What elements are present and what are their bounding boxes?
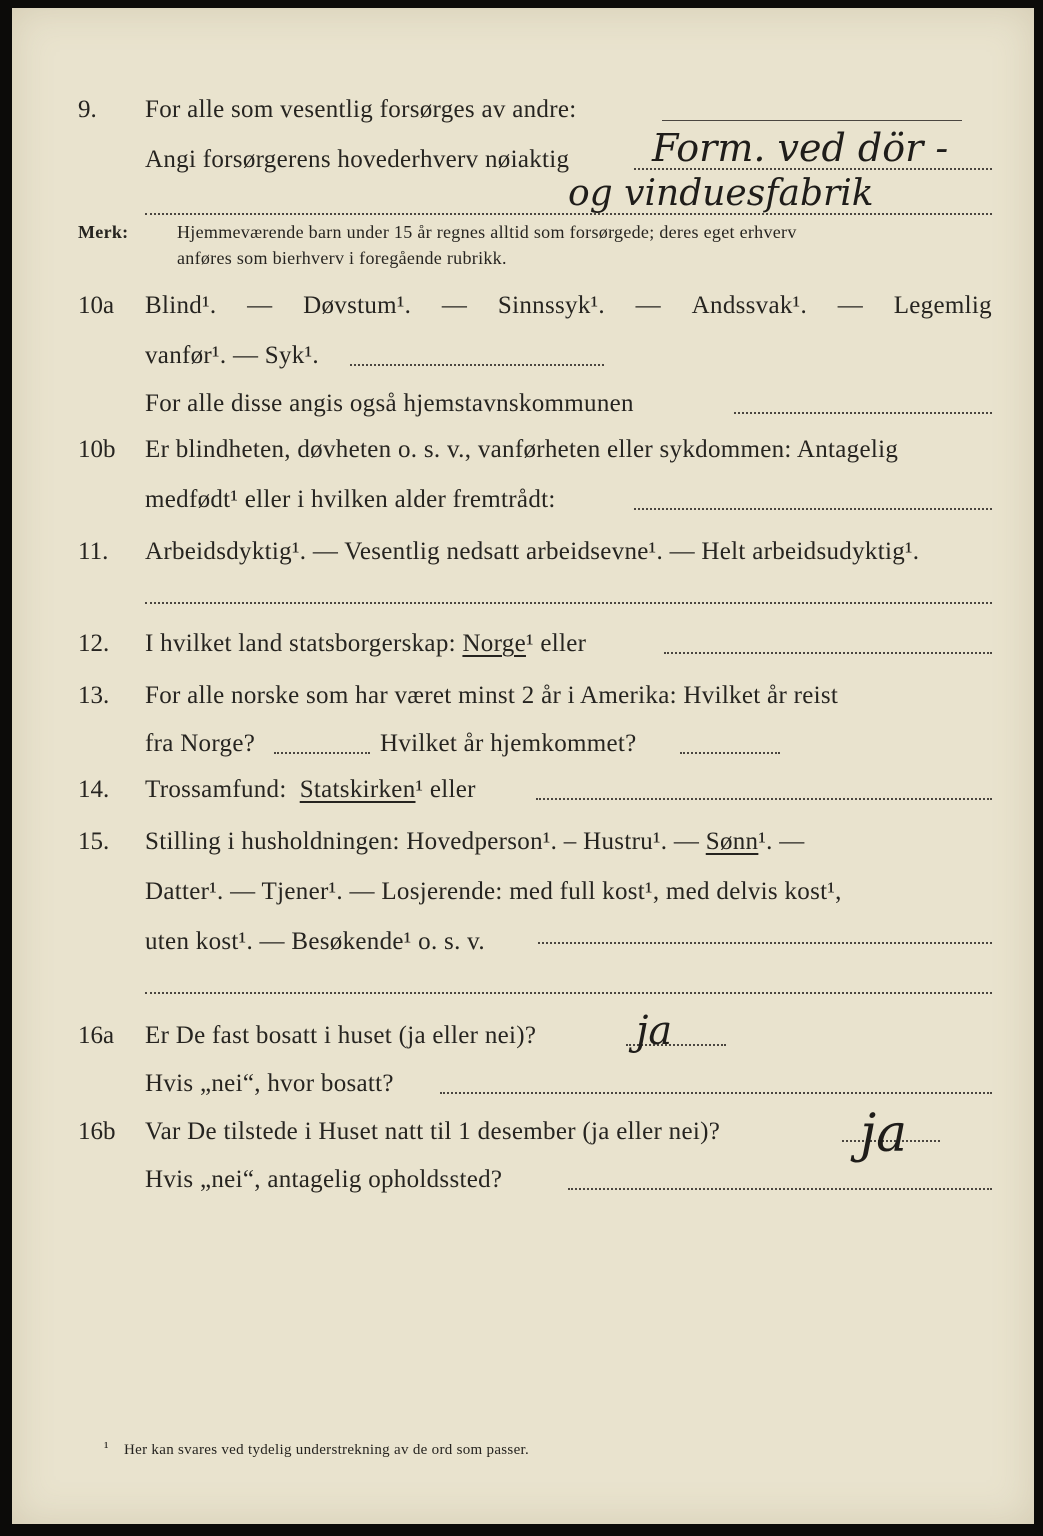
q13-line2a: fra Norge? (145, 730, 256, 757)
merk-line1: Hjemmeværende barn under 15 år regnes alltid som forsørgede; deres eget erhverv (177, 222, 797, 242)
q16b-opholdssted-dots (568, 1188, 992, 1190)
footnote-text: Her kan svares ved tydelig understrekning av de ord som passer. (124, 1442, 530, 1458)
q10a-number: 10a (78, 292, 115, 319)
q10a-line1: Blind¹. — Døvstum¹. — Sinnssyk¹. — Andssvak¹. — Legemlig (145, 292, 992, 319)
q13-hjemkommet-dots (680, 752, 780, 754)
merk-label: Merk: (78, 222, 129, 242)
q10a-option-andssvak: Andssvak¹. (691, 292, 808, 319)
q14-line: Trossamfund: Statskirken¹ eller (145, 776, 476, 803)
q15-line1: Stilling i husholdningen: Hovedperson¹. – Hustru¹. — Sønn¹. — (145, 828, 805, 855)
merk-line2: anføres som bierhverv i foregående rubrikk. (177, 248, 507, 268)
q16b-handwritten-answer: ja (860, 1104, 908, 1164)
q13-number: 13. (78, 682, 110, 709)
q13-line1: For alle norske som har været minst 2 år i Amerika: Hvilket år reist (145, 682, 839, 709)
q10a-option-sinnssyk: Sinnssyk¹. (497, 292, 605, 319)
q10b-number: 10b (78, 436, 116, 463)
q15-underlined-answer: Sønn (705, 828, 759, 855)
q12-line: I hvilket land statsborgerskap: Norge¹ eller (145, 630, 587, 657)
q14-answer-dots (536, 798, 992, 800)
census-form-page (12, 8, 1034, 1524)
q9-handwritten-answer-1: Form. ved dör - (652, 126, 949, 170)
q10a-answer-dots (350, 364, 604, 366)
q10a-hjemstavn-dots (734, 412, 992, 414)
q10b-line2: medfødt¹ eller i hvilken alder fremtrådt: (145, 486, 556, 513)
q15-line2: Datter¹. — Tjener¹. — Losjerende: med full kost¹, med delvis kost¹, (145, 878, 842, 905)
q12-answer-dots (664, 652, 992, 654)
q9-rule (662, 120, 962, 121)
q15-number: 15. (78, 828, 110, 855)
q9-line2: Angi forsørgerens hovederhverv nøiaktig (145, 146, 570, 173)
footnote-mark: ¹ (104, 1440, 109, 1456)
q16b-line1: Var De tilstede i Huset natt til 1 desember (ja eller nei)? (145, 1118, 721, 1145)
q13-reist-dots (274, 752, 370, 754)
q14-underlined-answer: Statskirken (299, 776, 416, 803)
q15-line3: uten kost¹. — Besøkende¹ o. s. v. (145, 928, 485, 955)
q16a-line2: Hvis „nei“, hvor bosatt? (145, 1070, 394, 1097)
q13-line2b: Hvilket år hjemkommet? (380, 730, 637, 757)
q10a-option-dovstum: Døvstum¹. (303, 292, 412, 319)
q12-number: 12. (78, 630, 110, 657)
q10b-answer-dots (634, 508, 992, 510)
q10a-option-legemlig: Legemlig (893, 292, 992, 319)
q15-extra-dots (145, 992, 992, 994)
q10a-line2: vanfør¹. — Syk¹. (145, 342, 319, 369)
q10b-line1: Er blindheten, døvheten o. s. v., vanførheten eller sykdommen: Antagelig (145, 436, 899, 463)
q16a-number: 16a (78, 1022, 115, 1049)
q9-number: 9. (78, 96, 97, 123)
q9-handwritten-answer-2: og vinduesfabrik (568, 173, 874, 214)
q16a-bosatt-dots (440, 1092, 992, 1094)
q10a-option-blind: Blind¹. (145, 292, 217, 319)
q9-line1: For alle som vesentlig forsørges av andre: (145, 96, 577, 123)
q11-number: 11. (78, 538, 109, 565)
q10a-line3: For alle disse angis også hjemstavnskommunen (145, 390, 634, 417)
q14-number: 14. (78, 776, 110, 803)
q16a-handwritten-answer: ja (636, 1008, 673, 1054)
q16b-number: 16b (78, 1118, 116, 1145)
q15-answer-dots (538, 942, 992, 944)
q16b-line2: Hvis „nei“, antagelig opholdssted? (145, 1166, 503, 1193)
q11-line1: Arbeidsdyktig¹. — Vesentlig nedsatt arbeidsevne¹. — Helt arbeidsudyktig¹. (145, 538, 920, 565)
q11-answer-dots (145, 602, 992, 604)
q12-underlined-answer: Norge (462, 630, 526, 657)
q16a-line1: Er De fast bosatt i huset (ja eller nei)? (145, 1022, 537, 1049)
